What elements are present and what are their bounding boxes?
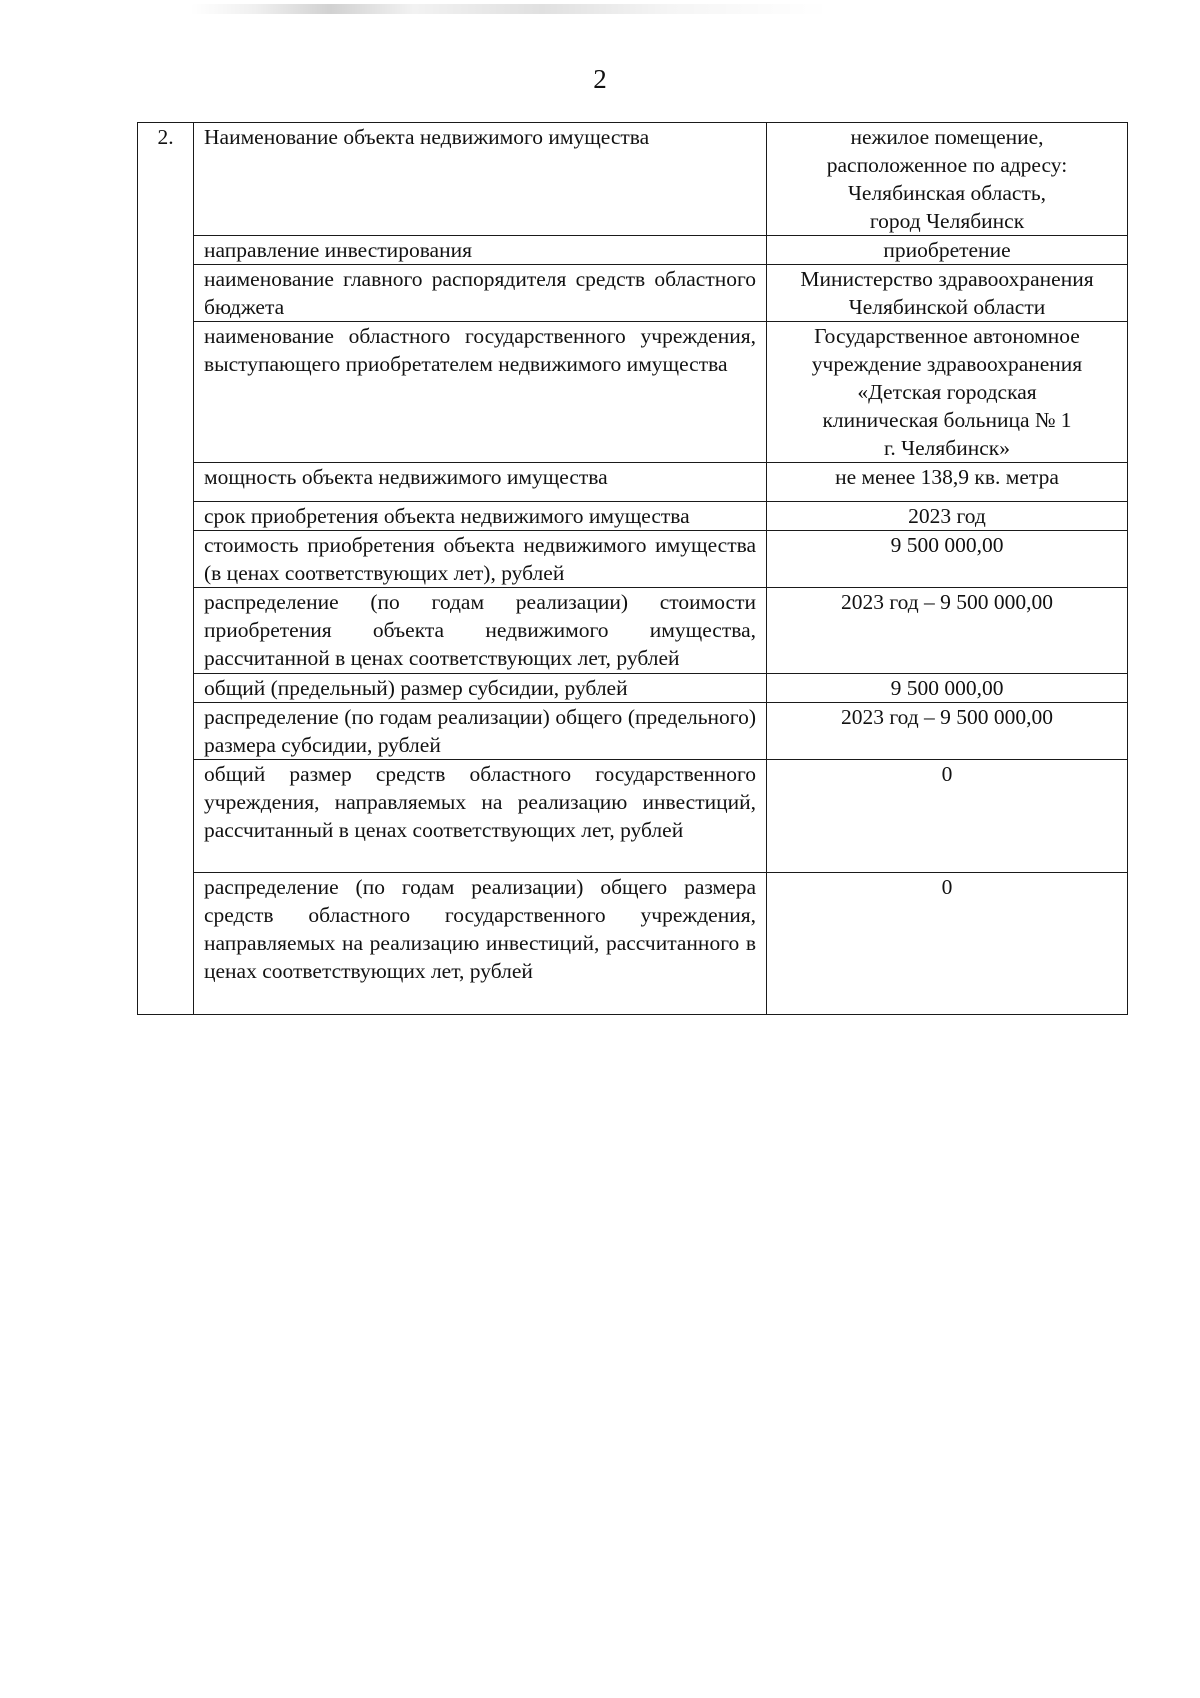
table-row — [138, 322, 1128, 463]
value-cell — [767, 674, 1128, 703]
table-row — [138, 531, 1128, 588]
table-row — [138, 703, 1128, 760]
value-cell — [767, 463, 1128, 502]
param-cell: наименование главного распорядителя средств областного бюджета — [194, 265, 767, 322]
value-line: 9 500 000,00 — [890, 676, 1004, 700]
param-cell: распределение (по годам реализации) общего (предельного) размера субсидии, рублей — [194, 703, 767, 760]
param-cell: направление инвестирования — [194, 236, 767, 265]
value-line: 2023 год – 9 500 000,00 — [840, 705, 1054, 729]
param-cell: общий размер средств областного государственного учреждения, направляемых на реализацию инвестиций, рассчитанный в ценах соответствующих лет, рублей — [194, 760, 767, 873]
value-line: расположенное по адресу: — [826, 153, 1068, 177]
param-cell: распределение (по годам реализации) общего размера средств областного государственного учреждения, направляемых на реализацию инвестиций, рассчитанного в ценах соответствующих лет, рублей — [194, 873, 767, 1015]
value-line: г. Челябинск» — [884, 436, 1010, 460]
param-cell: мощность объекта недвижимого имущества — [194, 463, 767, 502]
value-line: Челябинская область, — [847, 181, 1047, 205]
table-row — [138, 760, 1128, 873]
value-line: город Челябинск — [869, 209, 1025, 233]
value-line: 9 500 000,00 — [890, 533, 1004, 557]
table-row — [138, 873, 1128, 1015]
param-cell: стоимость приобретения объекта недвижимого имущества (в ценах соответствующих лет), рублей — [194, 531, 767, 588]
value-line: 2023 год — [908, 504, 986, 528]
item-number: 2. — [138, 123, 194, 1015]
value-cell — [767, 873, 1128, 1015]
value-line: Государственное автономное — [814, 324, 1080, 348]
value-line: 2023 год – 9 500 000,00 — [840, 590, 1054, 614]
value-line: не менее 138,9 кв. метра — [835, 465, 1059, 489]
value-cell — [767, 588, 1128, 674]
value-cell — [767, 236, 1128, 265]
table-row — [138, 502, 1128, 531]
investment-object-table — [137, 122, 1128, 1015]
value-cell — [767, 760, 1128, 873]
table-row — [138, 674, 1128, 703]
value-line: нежилое помещение, — [850, 125, 1044, 149]
table-row — [138, 123, 1128, 236]
page-number: 2 — [593, 64, 607, 94]
table-row — [138, 463, 1128, 502]
value-line: Министерство здравоохранения — [800, 267, 1094, 291]
param-cell: распределение (по годам реализации) стоимости приобретения объекта недвижимого имущества, рассчитанной в ценах соответствующих лет, рублей — [194, 588, 767, 674]
table-row — [138, 236, 1128, 265]
value-cell — [767, 703, 1128, 760]
value-line: «Детская городская — [857, 380, 1037, 404]
value-line: учреждение здравоохранения — [811, 352, 1083, 376]
value-line: приобретение — [883, 238, 1011, 262]
table-row — [138, 265, 1128, 322]
value-line: 0 — [941, 762, 953, 786]
param-cell: срок приобретения объекта недвижимого имущества — [194, 502, 767, 531]
value-cell — [767, 322, 1128, 463]
param-cell: общий (предельный) размер субсидии, рублей — [194, 674, 767, 703]
scan-artifact — [190, 4, 830, 14]
value-cell — [767, 265, 1128, 322]
value-line: 0 — [941, 875, 953, 899]
value-cell — [767, 531, 1128, 588]
value-line: клиническая больница № 1 — [822, 408, 1072, 432]
value-line: Челябинской области — [848, 295, 1046, 319]
param-cell: Наименование объекта недвижимого имущества — [194, 123, 767, 236]
value-cell — [767, 502, 1128, 531]
param-cell: наименование областного государственного учреждения, выступающего приобретателем недвижимого имущества — [194, 322, 767, 463]
table-row — [138, 588, 1128, 674]
value-cell — [767, 123, 1128, 236]
